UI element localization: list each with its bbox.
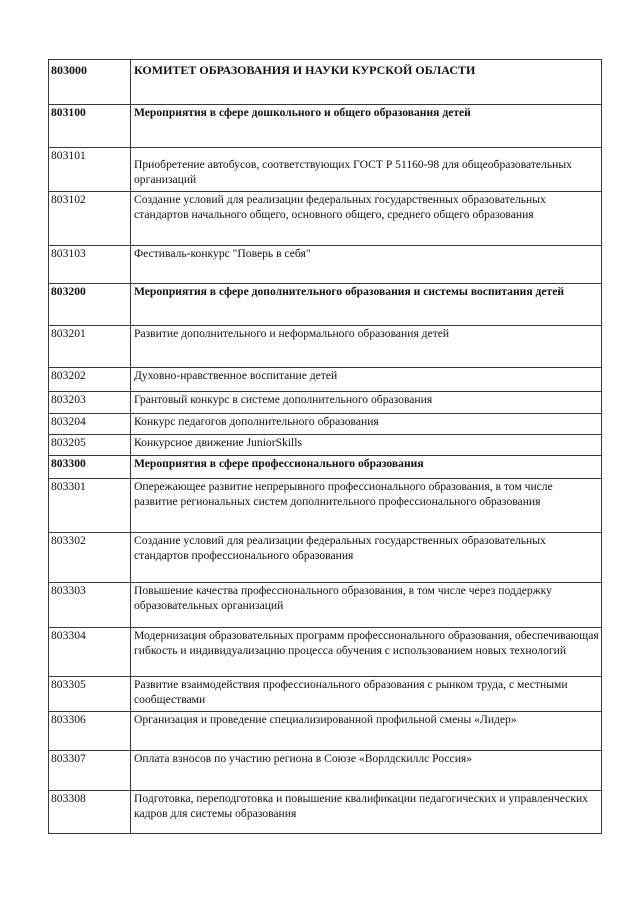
budget-codes-table <box>48 59 602 834</box>
row-code: 803304 <box>49 628 131 677</box>
table-row <box>49 791 602 834</box>
table-row <box>49 712 602 751</box>
row-description: КОМИТЕТ ОБРАЗОВАНИЯ И НАУКИ КУРСКОЙ ОБЛАСТИ <box>131 60 602 105</box>
row-description: Духовно-нравственное воспитание детей <box>131 368 602 392</box>
table-row <box>49 368 602 392</box>
row-code: 803100 <box>49 105 131 148</box>
row-code: 803205 <box>49 435 131 456</box>
table-row <box>49 326 602 368</box>
table-row <box>49 456 602 479</box>
row-description: Конкурсное движение JuniorSkills <box>131 435 602 456</box>
row-code: 803305 <box>49 677 131 712</box>
row-code: 803200 <box>49 284 131 326</box>
table-row <box>49 628 602 677</box>
table-row <box>49 392 602 414</box>
table-row <box>49 105 602 148</box>
row-code: 803303 <box>49 583 131 628</box>
row-code: 803204 <box>49 414 131 435</box>
table-row <box>49 192 602 246</box>
row-description: Мероприятия в сфере дополнительного образования и системы воспитания детей <box>131 284 602 326</box>
table-row <box>49 148 602 192</box>
row-description: Организация и проведение специализированной профильной смены «Лидер» <box>131 712 602 751</box>
row-description: Оплата взносов по участию региона в Союзе «Ворлдскиллс Россия» <box>131 751 602 791</box>
row-description: Грантовый конкурс в системе дополнительного образования <box>131 392 602 414</box>
row-code: 803000 <box>49 60 131 105</box>
row-code: 803102 <box>49 192 131 246</box>
table-row <box>49 479 602 533</box>
row-code: 803300 <box>49 456 131 479</box>
row-code: 803203 <box>49 392 131 414</box>
row-code: 803202 <box>49 368 131 392</box>
table-row <box>49 284 602 326</box>
table-row <box>49 60 602 105</box>
table-row <box>49 435 602 456</box>
row-description: Развитие дополнительного и неформального образования детей <box>131 326 602 368</box>
row-code: 803201 <box>49 326 131 368</box>
table-row <box>49 533 602 583</box>
row-code: 803302 <box>49 533 131 583</box>
row-description: Развитие взаимодействия профессионального образования с рынком труда, с местными сообществами <box>131 677 602 712</box>
row-description: Опережающее развитие непрерывного профессионального образования, в том числе развитие региональных систем дополнительного профессионального образования <box>131 479 602 533</box>
table-row <box>49 583 602 628</box>
row-description: Создание условий для реализации федеральных государственных образовательных стандартов начального общего, основного общего, среднего общего образования <box>131 192 602 246</box>
table-row <box>49 414 602 435</box>
table-row <box>49 751 602 791</box>
row-description: Фестиваль-конкурс "Поверь в себя" <box>131 246 602 284</box>
row-code: 803103 <box>49 246 131 284</box>
row-description: Создание условий для реализации федеральных государственных образовательных стандартов профессионального образования <box>131 533 602 583</box>
row-description: Модернизация образовательных программ профессионального образования, обеспечивающая гибкость и индивидуализацию процесса обучения с использованием новых технологий <box>131 628 602 677</box>
row-description: Повышение качества профессионального образования, в том числе через поддержку образовательных организаций <box>131 583 602 628</box>
row-description: Конкурс педагогов дополнительного образования <box>131 414 602 435</box>
row-code: 803307 <box>49 751 131 791</box>
row-description: Мероприятия в сфере дошкольного и общего образования детей <box>131 105 602 148</box>
row-code: 803306 <box>49 712 131 751</box>
row-code: 803101 <box>49 148 131 192</box>
table-row <box>49 246 602 284</box>
row-description: Мероприятия в сфере профессионального образования <box>131 456 602 479</box>
table-row <box>49 677 602 712</box>
row-code: 803308 <box>49 791 131 834</box>
row-code: 803301 <box>49 479 131 533</box>
row-description: Подготовка, переподготовка и повышение квалификации педагогических и управленческих кадров для системы образования <box>131 791 602 834</box>
row-description: Приобретение автобусов, соответствующих ГОСТ Р 51160-98 для общеобразовательных организаций <box>131 148 602 192</box>
